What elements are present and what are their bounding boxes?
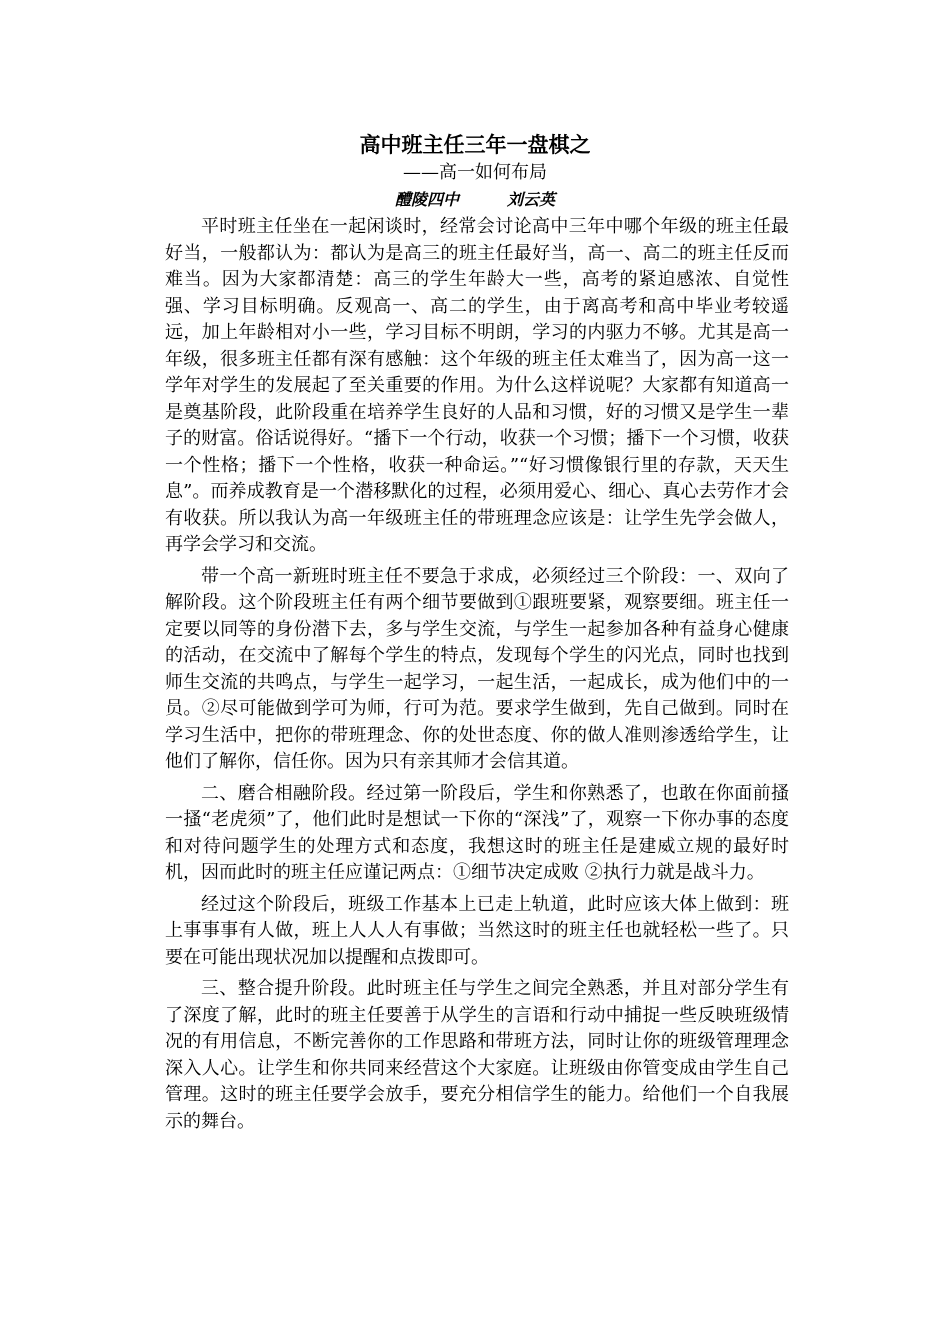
document-title: 高中班主任三年一盘棋之 xyxy=(359,132,591,157)
school-name: 醴陵四中 xyxy=(394,190,459,209)
document-body xyxy=(165,214,789,1140)
author-name: 刘云英 xyxy=(507,190,556,209)
document-subtitle: ——高一如何布局 xyxy=(403,162,547,183)
paragraph-stage-two-followup: 经过这个阶段后，班级工作基本上已走上轨道，此时应该大体上做到：班上事事事有人做，班上人人人有事做；当然这时的班主任也就轻松一些了。只要在可能出现状况加以提醒和点拨即可。 xyxy=(165,893,789,968)
paragraph-intro: 平时班主任坐在一起闲谈时，经常会讨论高中三年中哪个年级的班主任最好当，一般都认为：都认为是高三的班主任最好当，高一、高二的班主任反而难当。因为大家都清楚：高三的学生年龄大一些，高考的紧迫感浓、自觉性强、学习目标明确。反观高一、高二的学生，由于离高考和高中毕业考较遥远，加上年龄相对小一些，学习目标不明朗，学习的内驱力不够。尤其是高一年级，很多班主任都有深有感触：这个年级的班主任太难当了，因为高一这一学年对学生的发展起了至关重要的作用。为什么这样说呢？大家都有知道高一是奠基阶段，此阶段重在培养学生良好的人品和习惯，好的习惯又是学生一辈子的财富。俗话说得好。“播下一个行动，收获一个习惯；播下一个习惯，收获一个性格；播下一个性格，收获一种命运。”“好习惯像银行里的存款，天天生息”。而养成教育是一个潜移默化的过程，必须用爱心、细心、真心去劳作才会有收获。所以我认为高一年级班主任的带班理念应该是：让学生先学会做人，再学会学习和交流。 xyxy=(165,216,789,555)
byline xyxy=(0,188,950,212)
paragraph-stage-one: 带一个高一新班时班主任不要急于求成，必须经过三个阶段：一、双向了解阶段。这个阶段班主任有两个细节要做到①跟班要紧，观察要细。班主任一定要以同等的身份潜下去，多与学生交流，与学生一起参加各种有益身心健康的活动，在交流中了解每个学生的特点，发现每个学生的闪光点，同时也找到师生交流的共鸣点，与学生一起学习，一起生活，一起成长，成为他们中的一员。②尽可能做到学可为师，行可为范。要求学生做到，先自己做到。同时在学习生活中，把你的带班理念、你的处世态度、你的做人准则渗透给学生，让他们了解你，信任你。因为只有亲其师才会信其道。 xyxy=(165,565,789,772)
paragraph-stage-three: 三、整合提升阶段。此时班主任与学生之间完全熟悉，并且对部分学生有了深度了解，此时的班主任要善于从学生的言语和行动中捕捉一些反映班级情况的有用信息，不断完善你的工作思路和带班方法，同时让你的班级管理理念深入人心。让学生和你共同来经营这个大家庭。让班级由你管变成由学生自己管理。这时的班主任要学会放手，要充分相信学生的能力。给他们一个自我展示的舞台。 xyxy=(165,978,789,1132)
paragraph-stage-two: 二、磨合相融阶段。经过第一阶段后，学生和你熟悉了，也敢在你面前搔一搔“老虎须”了，他们此时是想试一下你的“深浅”了，观察一下你办事的态度和对待问题学生的处理方式和态度，我想这时的班主任是建威立规的最好时机，因而此时的班主任应谨记两点：①细节决定成败 ②执行力就是战斗力。 xyxy=(165,782,789,883)
